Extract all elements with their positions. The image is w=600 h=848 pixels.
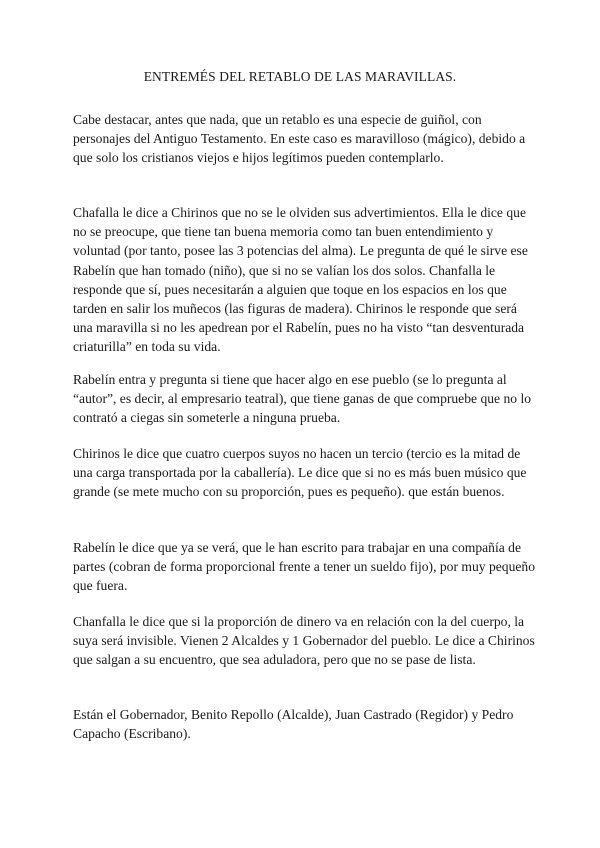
paragraph-chanfalla-proporcion: Chanfalla le dice que si la proporción de dinero va en relación con la del cuerpo, la suya será invisible. Vienen 2 Alcaldes y 1 Gobernador del pueblo. Le dice a Chirinos que salgan a su encuentro, que sea aduladora, pero que no se pase de lista. (73, 614, 535, 668)
paragraph-rabelin-enters: Rabelín entra y pregunta si tiene que hacer algo en ese pueblo (se lo pregunta al “autor”, es decir, al empresario teatral), que tiene ganas de que compruebe que no lo contrató a ciegas sin someterle a ninguna prueba. (73, 372, 532, 426)
paragraph-intro: Cabe destacar, antes que nada, que un retablo es una especie de guiñol, con personajes del Antiguo Testamento. En este caso es maravilloso (mágico), debido a que solo los cristianos viejos e hijos legítimos pueden contemplarlo. (73, 112, 526, 166)
paragraph-chirinos-tercio: Chirinos le dice que cuatro cuerpos suyos no hacen un tercio (tercio es la mitad de una carga transportada por la caballería). Le dice que si no es más buen músico que grande (se mete mucho con su proporción, pues es pequeño). que están buenos. (73, 446, 527, 500)
paragraph-rabelin-reply: Rabelín le dice que ya se verá, que le han escrito para trabajar en una compañía de partes (cobran de forma proporcional frente a tener un sueldo fijo), por muy pequeño que fuera. (73, 540, 536, 594)
paragraph-chafalla-chirinos: Chafalla le dice a Chirinos que no se le olviden sus advertimientos. Ella le dice que no se preocupe, que tiene tan buena memoria como tan buen entendimiento y voluntad (por tanto, posee las 3 potencias del alma). Le pregunta de qué le sirve ese Rabelín que han tomado (niño), que si no se valían los dos solos. Chanfalla le responde que sí, pues necesitarán a alguien que toque en los espacios en los que tarden en salir los muñecos (las figuras de madera). Chirinos le responde que será una maravilla si no les apedrean por el Rabelín, pues no ha visto “tan desventurada criaturilla” en toda su vida. (73, 205, 528, 355)
paragraph-characters: Están el Gobernador, Benito Repollo (Alcalde), Juan Castrado (Regidor) y Pedro Capacho (Escribano). (73, 707, 514, 742)
document-title: ENTREMÉS DEL RETABLO DE LAS MARAVILLAS. (143, 69, 457, 84)
